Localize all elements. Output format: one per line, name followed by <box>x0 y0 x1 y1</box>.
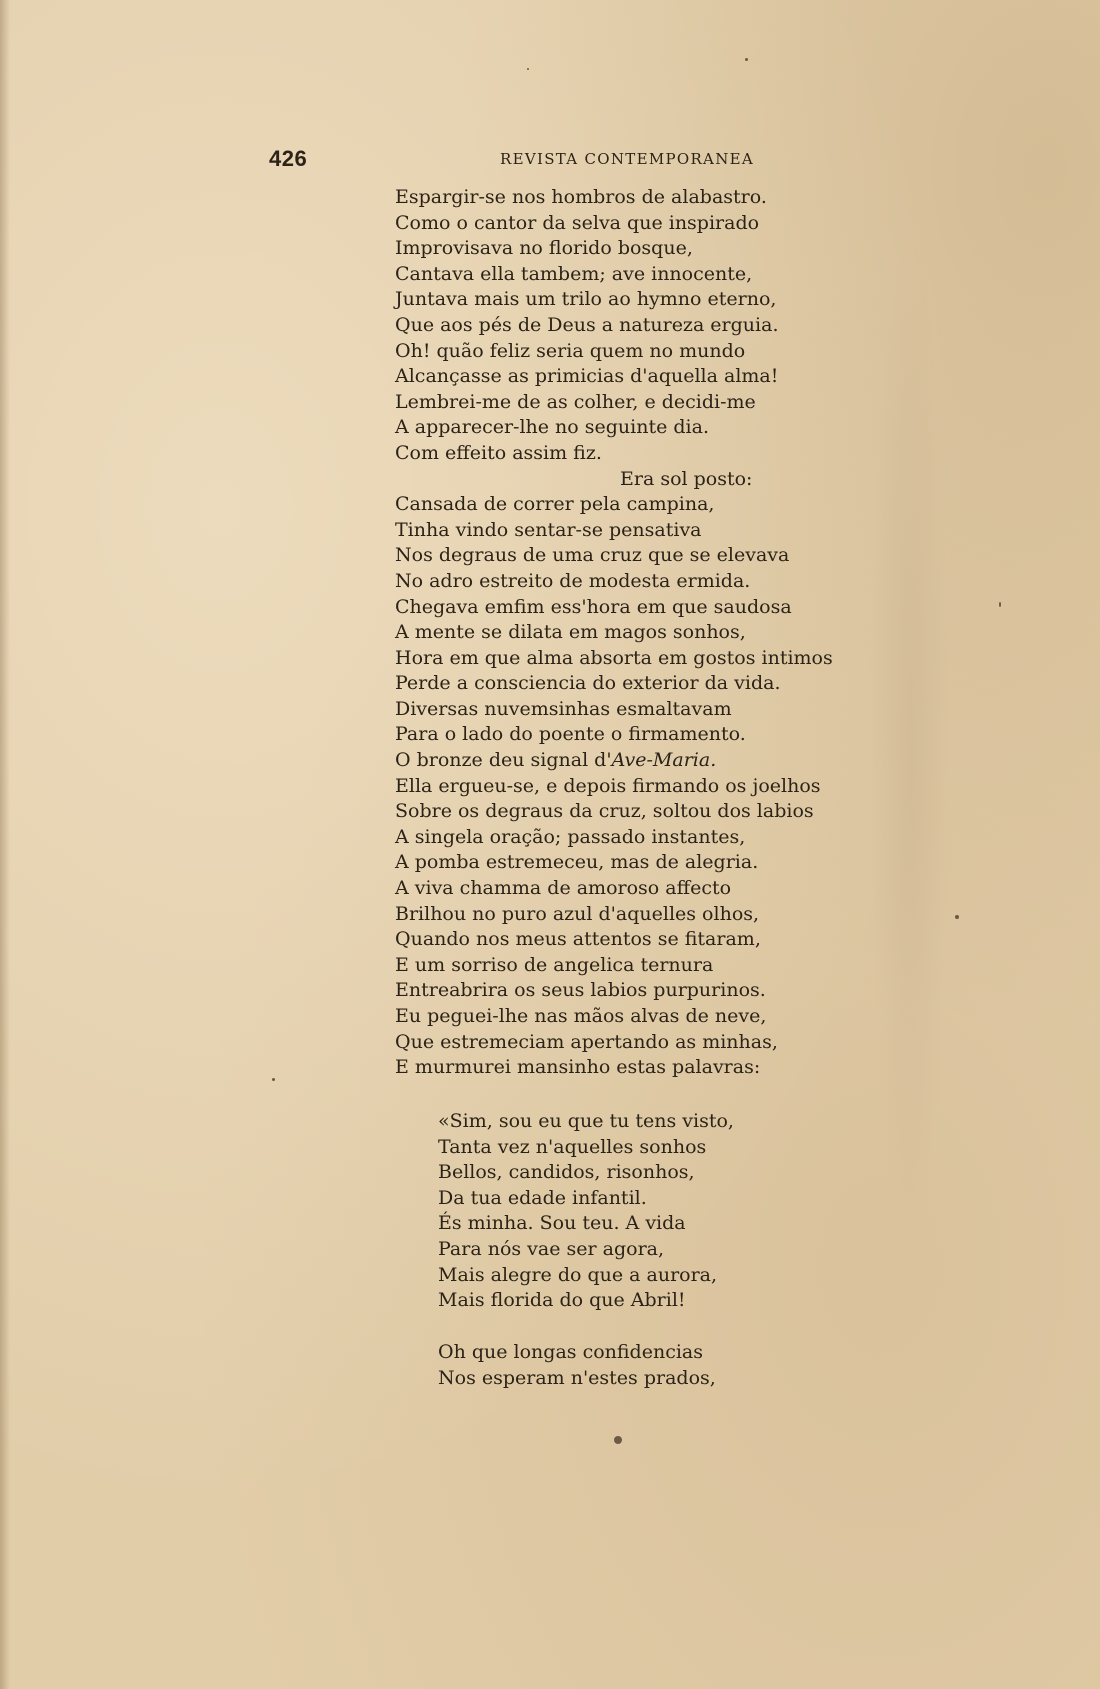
stanza-line: És minha. Sou teu. A vida <box>438 1212 686 1235</box>
paper-speck <box>527 68 529 70</box>
verse-line: Nos degraus de uma cruz que se elevava <box>395 544 790 567</box>
verse-line: Juntava mais um trilo ao hymno eterno, <box>395 288 777 311</box>
show-through-bleed <box>870 220 950 1270</box>
stanza-line: Bellos, candidos, risonhos, <box>438 1161 695 1184</box>
paper-speck <box>745 58 748 61</box>
verse-line: Com effeito assim fiz. <box>395 441 602 464</box>
verse-line-text: O bronze deu signal d' <box>395 749 612 772</box>
paper-speck <box>955 915 959 919</box>
stanza-line: Da tua edade infantil. <box>438 1186 647 1209</box>
verse-line: Alcançasse as primicias d'aquella alma! <box>395 365 779 388</box>
verse-line: Como o cantor da selva que inspirado <box>395 211 760 234</box>
verse-line: Que estremeciam apertando as minhas, <box>395 1030 778 1053</box>
verse-line: E murmurei mansinho estas palavras: <box>395 1056 761 1079</box>
verse-line: A singela oração; passado instantes, <box>395 825 746 848</box>
page-number: 426 <box>269 146 308 171</box>
verse-line: Cantava ella tambem; ave innocente, <box>395 262 753 285</box>
verse-line: Chegava emfim ess'hora em que saudosa <box>395 595 792 618</box>
verse-line: Sobre os degraus da cruz, soltou dos labios <box>395 800 814 823</box>
stanza-two <box>438 1340 716 1391</box>
verse-line: A apparecer-lhe no seguinte dia. <box>395 416 710 439</box>
poem-narrative <box>395 185 833 1081</box>
verse-line: Perde a consciencia do exterior da vida. <box>395 672 781 695</box>
verse-line: Hora em que alma absorta em gostos intimos <box>395 646 833 669</box>
verse-line: A viva chamma de amoroso affecto <box>395 877 732 900</box>
verse-line: Eu peguei-lhe nas mãos alvas de neve, <box>395 1005 767 1027</box>
stanza-line: Mais alegre do que a aurora, <box>438 1263 718 1286</box>
stanza-one <box>438 1109 734 1314</box>
verse-line: Espargir-se nos hombros de alabastro. <box>395 186 767 208</box>
stanza-line: Para nós vae ser agora, <box>438 1237 665 1260</box>
verse-line: Diversas nuvemsinhas esmaltavam <box>395 697 732 720</box>
page-edge-shadow <box>0 0 10 1689</box>
stanza-line: Mais florida do que Abril! <box>438 1289 686 1312</box>
stanza-line: Nos esperam n'estes prados, <box>438 1366 716 1389</box>
stanza-line: Oh que longas confidencias <box>438 1341 703 1363</box>
verse-line: Lembrei-me de as colher, e decidi-me <box>395 390 756 413</box>
verse-line: Para o lado do poente o firmamento. <box>395 723 746 746</box>
verse-line: Oh! quão feliz seria quem no mundo <box>395 339 746 362</box>
verse-line: A pomba estremeceu, mas de alegria. <box>395 851 759 874</box>
paper-speck <box>999 602 1001 607</box>
verse-line: Tinha vindo sentar-se pensativa <box>395 518 702 541</box>
verse-line: Ella ergueu-se, e depois firmando os joelhos <box>395 774 821 797</box>
verse-line: E um sorriso de angelica ternura <box>395 953 714 976</box>
stanza-line: Tanta vez n'aquelles sonhos <box>438 1135 707 1158</box>
verse-line: No adro estreito de modesta ermida. <box>395 569 751 592</box>
verse-line: Entreabrira os seus labios purpurinos. <box>395 979 766 1002</box>
paper-speck <box>272 1078 275 1081</box>
paper-speck <box>614 1436 622 1444</box>
verse-line: A mente se dilata em magos sonhos, <box>395 621 746 644</box>
verse-line-indented: Era sol posto: <box>620 467 753 490</box>
ave-maria-italic: Ave-Maria. <box>611 749 717 772</box>
verse-line: Improvisava no florido bosque, <box>395 237 693 260</box>
verse-line: Que aos pés de Deus a natureza erguia. <box>395 313 779 336</box>
stanza-line: «Sim, sou eu que tu tens visto, <box>438 1110 734 1132</box>
running-head: REVISTA CONTEMPORANEA <box>500 150 754 168</box>
verse-line: Brilhou no puro azul d'aquelles olhos, <box>395 902 760 925</box>
verse-line: Quando nos meus attentos se fitaram, <box>395 928 761 951</box>
verse-line-ave-maria <box>395 748 833 774</box>
page-header <box>0 146 1100 176</box>
verse-line: Cansada de correr pela campina, <box>395 493 715 516</box>
